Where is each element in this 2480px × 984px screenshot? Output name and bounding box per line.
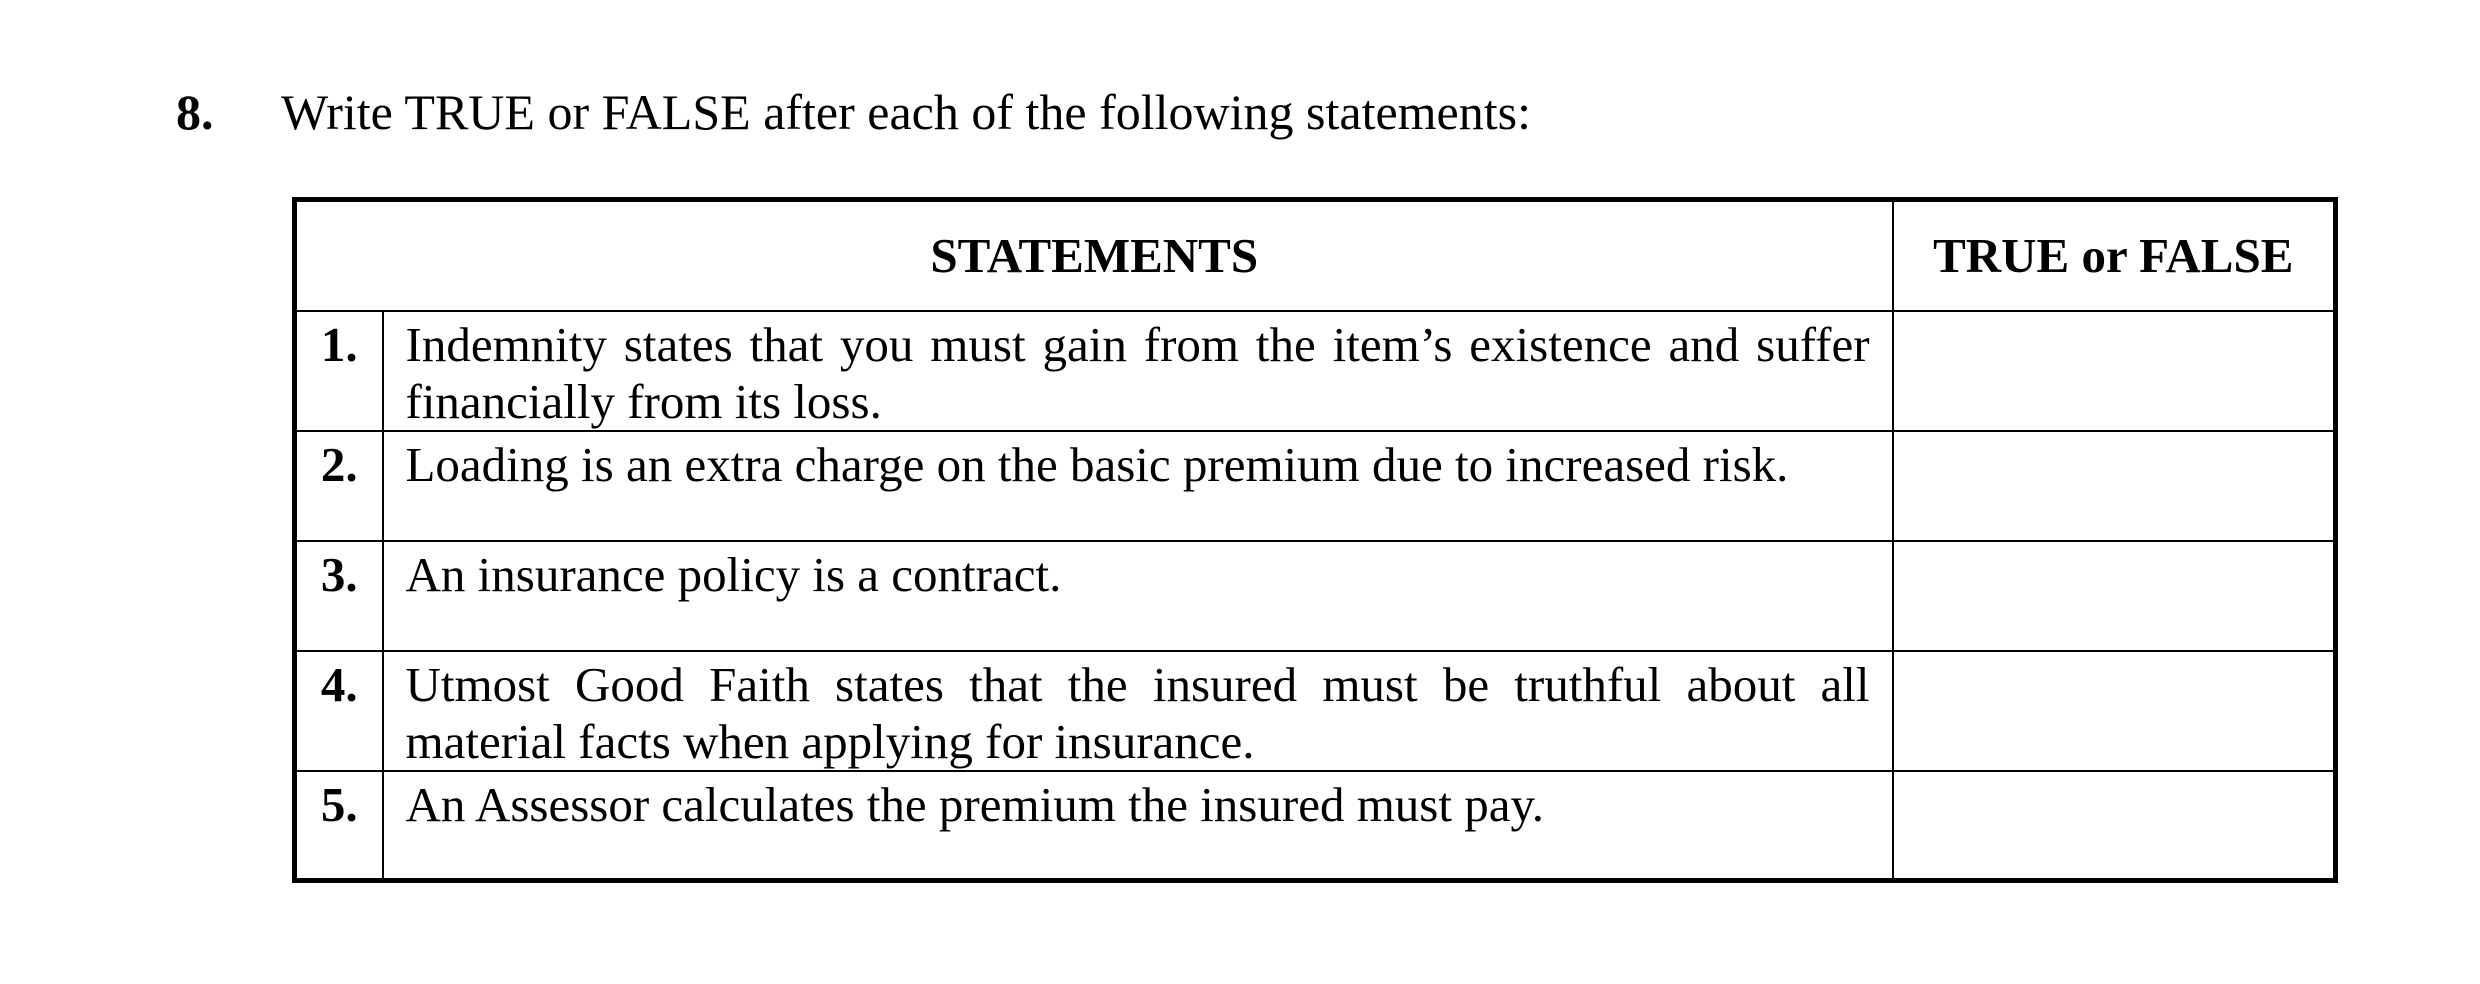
- row-number: 4.: [320, 656, 358, 712]
- row-number-cell: [295, 651, 383, 771]
- true-or-false-header: TRUE or FALSE: [1893, 200, 2336, 311]
- row-number-cell: [295, 541, 383, 651]
- statement-text: Indemnity states that you must gain from the item’s existence and suffer financially from its loss.: [405, 316, 1870, 429]
- row-number-cell: [295, 311, 383, 431]
- statements-header: STATEMENTS: [295, 200, 1893, 311]
- table-header-row: [295, 200, 2336, 311]
- true-false-table: [292, 197, 2338, 883]
- table-row: [295, 541, 2336, 651]
- statement-text: An Assessor calculates the premium the insured must pay.: [405, 776, 1545, 832]
- statement-text: An insurance policy is a contract.: [405, 546, 1062, 602]
- statement-cell: [383, 771, 1893, 881]
- row-number-cell: [295, 431, 383, 541]
- row-number: 5.: [320, 776, 358, 832]
- row-number: 2.: [320, 436, 358, 492]
- statement-text: Utmost Good Faith states that the insured must be truthful about all material facts when applying for insurance.: [405, 656, 1870, 769]
- answer-cell[interactable]: [1893, 771, 2336, 881]
- answer-cell[interactable]: [1893, 541, 2336, 651]
- answer-cell[interactable]: [1893, 431, 2336, 541]
- statement-text: Loading is an extra charge on the basic premium due to increased risk.: [405, 436, 1789, 492]
- row-number: 3.: [320, 546, 358, 602]
- question-prompt: Write TRUE or FALSE after each of the following statements:: [281, 84, 1531, 140]
- row-number: 1.: [320, 316, 358, 372]
- table-row: [295, 651, 2336, 771]
- statement-cell: [383, 541, 1893, 651]
- answer-cell[interactable]: [1893, 651, 2336, 771]
- question-number: 8.: [176, 84, 214, 140]
- statement-cell: [383, 431, 1893, 541]
- row-number-cell: [295, 771, 383, 881]
- table-row: [295, 771, 2336, 881]
- statement-cell: [383, 651, 1893, 771]
- table-row: [295, 311, 2336, 431]
- answer-cell[interactable]: [1893, 311, 2336, 431]
- table-row: [295, 431, 2336, 541]
- statement-cell: [383, 311, 1893, 431]
